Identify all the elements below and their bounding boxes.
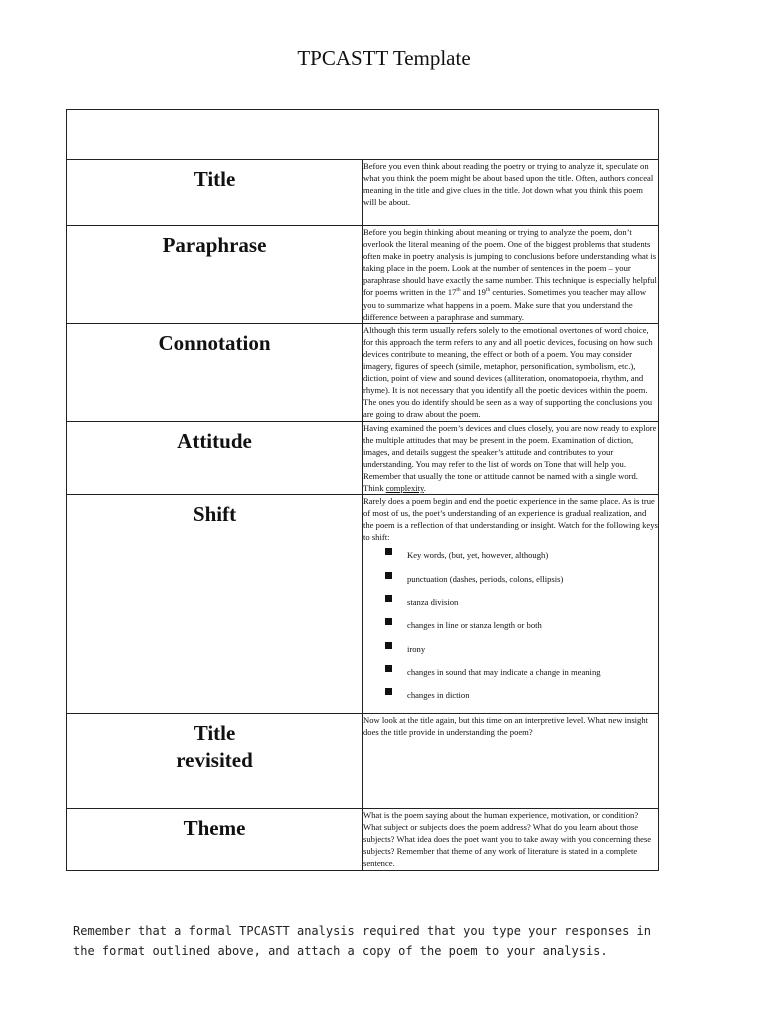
description-text: . (423, 482, 426, 493)
list-item (385, 666, 658, 689)
list-item-text: changes in diction (407, 690, 470, 701)
footer-note: Remember that a formal TPCASTT analysis required that you type your responses in the format outlined above, and attach a copy of the poem to your analysis. (73, 924, 651, 958)
description-text: Before you even think about reading the poetry or trying to analyze it, speculate on what you think the poem might be about based upon the title. Often, authors conceal meaning in the title and give clues in the title. Jot down what you think this poem will be about. (363, 161, 654, 208)
description-text: Rarely does a poem begin and end the poetic experience in the same place. As is true of most of us, the poet’s understanding of an experience is gradual realization, and the poem is a reflection of that understanding or insight. Watch for the following keys to shift: (363, 496, 658, 543)
list-item (385, 549, 658, 572)
row-connotation (67, 323, 659, 421)
description-text: Having examined the poem’s devices and clues closely, you are now ready to explore the multiple attitudes that may be present in the poem. Examination of diction, images, and details suggest the speaker’s attitude and contributes to your understanding. You may refer to the list of words on Tone that will help you. Remember that usually the tone or attitude cannot be named with a single word. Think (363, 422, 657, 493)
list-item (385, 689, 658, 712)
row-shift (67, 495, 659, 713)
header-row (67, 110, 659, 160)
description-title-revisited[interactable] (363, 713, 659, 808)
list-item-text: punctuation (dashes, periods, colons, ellipsis) (407, 573, 564, 584)
row-attitude (67, 421, 659, 495)
label-line: Title (193, 720, 236, 745)
document-title: TPCASTT Template (297, 46, 471, 70)
square-bullet-icon (385, 618, 392, 625)
row-label-paraphrase: Paraphrase (162, 233, 267, 257)
description-attitude[interactable] (363, 421, 659, 495)
shift-keys-list (363, 549, 658, 712)
description-text: Now look at the title again, but this time on an interpretive level. What new insight does the title provide in understanding the poem? (363, 714, 649, 737)
tpcastt-table (66, 109, 659, 871)
description-shift[interactable] (363, 495, 659, 713)
label-cell (67, 226, 363, 324)
row-label-shift: Shift (192, 502, 237, 527)
description-text: centuries. Sometimes you teacher may allow you to summarize what happens in a poem. Make sure that you understand the difference between a paraphrase and summary. (363, 287, 647, 322)
description-title[interactable] (363, 160, 659, 226)
list-item-text: changes in sound that may indicate a change in meaning (407, 666, 601, 677)
square-bullet-icon (385, 688, 392, 695)
description-text: and 19 (460, 287, 486, 298)
description-connotation[interactable] (363, 323, 659, 421)
label-cell (67, 421, 363, 495)
row-paraphrase (67, 226, 659, 324)
square-bullet-icon (385, 548, 392, 555)
row-label-title: Title (193, 167, 236, 191)
list-item (385, 619, 658, 642)
underlined-word: complexity (385, 482, 424, 493)
label-cell (67, 160, 363, 226)
list-item-text: stanza division (407, 597, 459, 608)
label-cell (67, 323, 363, 421)
description-text: Although this term usually refers solely to the emotional overtones of word choice, for this approach the term refers to any and all poetic devices, focusing on how such devices contribute to meaning, the effect or both of a poem. You may consider imagery, figures of speech (simile, metaphor, personification, symbolism, etc.), diction, point of view and sound devices (alliteration, onomatopoeia, rhythm, and rhyme). It is not necessary that you identify all the poetic devices within the poem. The ones you do identify should be seen as a way of supporting the conclusions you are going to draw about the poem. (363, 324, 653, 420)
list-item (385, 596, 658, 619)
row-label-theme: Theme (183, 815, 246, 840)
list-item-text: Key words, (but, yet, however, although) (407, 550, 549, 561)
row-label-title-revisited (67, 714, 362, 774)
row-label-connotation: Connotation (158, 330, 271, 355)
description-text: Before you begin thinking about meaning or trying to analyze the poem, don’t overlook the literal meaning of the poem. One of the biggest problems that students often make in poetry analysis is jumping to conclusions before understanding what is taking place in the poem. Look at the number of sentences in the poem – your paraphrase should have exactly the same number. This technique is especially helpful for poems written in the 17 (363, 227, 657, 298)
description-paraphrase[interactable] (363, 226, 659, 324)
row-label-attitude: Attitude (177, 428, 252, 453)
label-cell (67, 808, 363, 870)
square-bullet-icon (385, 642, 392, 649)
square-bullet-icon (385, 595, 392, 602)
list-item-text: irony (407, 643, 426, 654)
row-theme (67, 808, 659, 870)
square-bullet-icon (385, 665, 392, 672)
label-cell (67, 713, 363, 808)
superscript: th (456, 287, 461, 294)
list-item (385, 573, 658, 596)
row-title (67, 160, 659, 226)
label-cell (67, 495, 363, 713)
row-title-revisited (67, 713, 659, 808)
description-text: What is the poem saying about the human experience, motivation, or condition? What subject or subjects does the poem address? What do you learn about those subjects? What idea does the poet want you to take away with you concerning these subjects? Remember that theme of any work of literature is stated in a complete sentence. (363, 809, 652, 868)
list-item-text: changes in line or stanza length or both (407, 620, 542, 631)
square-bullet-icon (385, 572, 392, 579)
list-item (385, 643, 658, 666)
label-line: revisited (176, 747, 253, 772)
empty-header-cell[interactable] (67, 110, 659, 160)
superscript: th (485, 287, 491, 294)
description-theme[interactable] (363, 808, 659, 870)
